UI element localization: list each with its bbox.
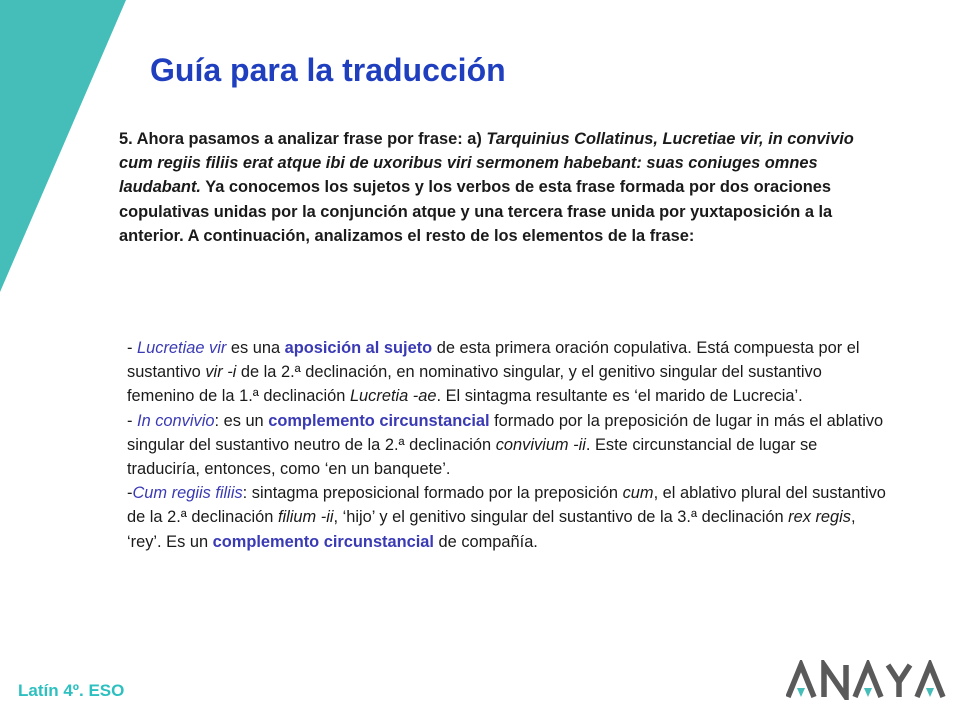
latin-word: rex regis xyxy=(788,508,851,527)
latin-term: In convivio xyxy=(137,411,215,430)
item-text: , ‘rey’. Es un xyxy=(127,508,856,551)
latin-word: Lucretia -ae xyxy=(349,387,437,406)
item-text: de la 2.ª declinación, en nominativo singular, y el genitivo singular del sustantivo femenino de la 1.ª declinación xyxy=(127,363,822,406)
analysis-item-lucretiae-vir xyxy=(127,336,887,409)
item-text: : sintagma preposicional formado por la preposición xyxy=(242,484,623,503)
item-text: de esta primera oración copulativa. Está compuesta por el sustantivo xyxy=(127,339,860,382)
latin-word: cum xyxy=(622,484,654,503)
item-text: : es un xyxy=(214,411,269,430)
course-label: Latín 4º. ESO xyxy=(18,681,125,700)
item-dash: - xyxy=(127,411,138,430)
latin-term: Cum regiis filiis xyxy=(132,484,243,503)
item-text: , ‘hijo’ y el genitivo singular del sustantivo de la 3.ª declinación xyxy=(333,508,789,527)
item-text: , el ablativo plural del sustantivo de la 2.ª declinación xyxy=(127,484,886,527)
grammar-keyword: aposición al sujeto xyxy=(284,339,433,357)
grammar-keyword: complemento circunstancial xyxy=(212,532,434,551)
latin-word: filium -ii xyxy=(277,508,334,527)
intro-latin-sentence: Tarquinius Collatinus, Lucretiae vir, in convivio cum regiis filiis erat atque ibi de uxoribus viri sermonem habebant: suas coniuges omnes laudabant. xyxy=(119,130,854,197)
item-text: formado por la preposición de lugar in más el ablativo singular del sustantivo neutro de la 2.ª declinación xyxy=(127,411,884,454)
latin-word: vir -i xyxy=(205,363,237,382)
latin-word: convivium -ii xyxy=(495,435,586,454)
intro-rest: Ya conocemos los sujetos y los verbos de esta frase formada por dos oraciones copulativas unidas por la conjunción atque y una tercera frase unida por yuxtaposición a la anterior. A continuación, analizamos el resto de los elementos de la frase: xyxy=(119,178,833,245)
item-text: es una xyxy=(226,339,285,357)
item-text: . Este circunstancial de lugar se traduciría, entonces, como ‘en un banquete’. xyxy=(127,435,818,479)
item-dash: - xyxy=(127,339,138,357)
item-dash: - xyxy=(127,484,133,503)
item-text: . El sintagma resultante es ‘el marido de Lucrecia’. xyxy=(436,387,803,406)
latin-term: Lucretiae vir xyxy=(137,339,227,357)
item-text: de compañía. xyxy=(433,532,538,551)
intro-lead: 5. Ahora pasamos a analizar frase por frase: a) xyxy=(119,130,487,148)
intro-paragraph xyxy=(119,127,879,248)
grammar-keyword: complemento circunstancial xyxy=(268,411,490,430)
analysis-item-in-convivio xyxy=(127,409,887,482)
anaya-logo xyxy=(786,660,946,700)
analysis-item-cum-regiis-filiis xyxy=(127,481,887,554)
analysis-list xyxy=(127,336,887,554)
slide-title: Guía para la traducción xyxy=(150,52,506,88)
